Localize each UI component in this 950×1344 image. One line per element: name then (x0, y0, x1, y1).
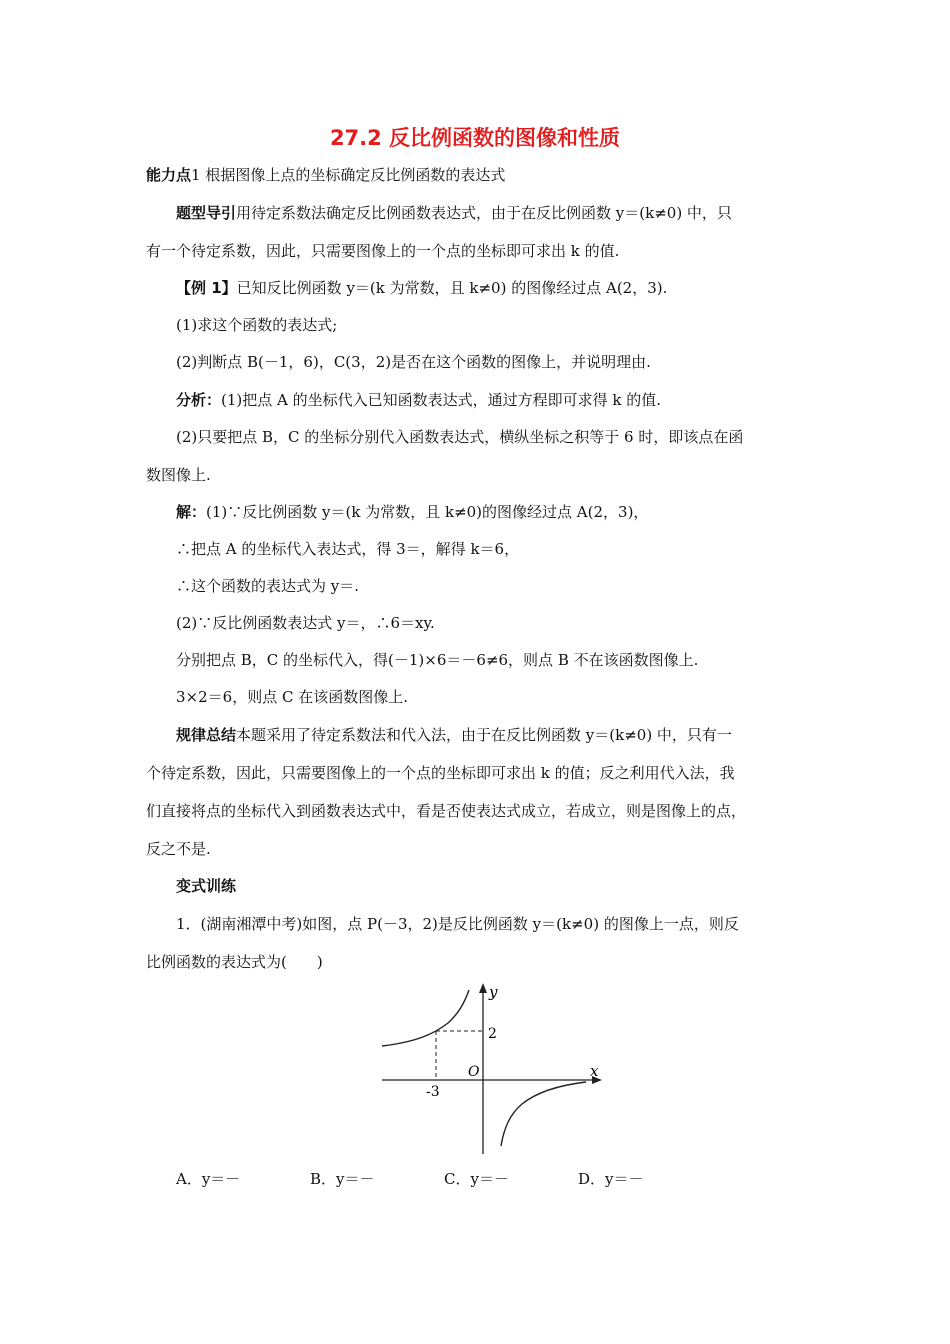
summary-line-1 (176, 725, 732, 745)
y-axis-arrow (479, 983, 487, 993)
solution-line-3: ∴这个函数的表达式为 y＝. (176, 577, 360, 595)
x-axis-label: x (590, 1062, 599, 1080)
guide-label: 题型导引 (176, 204, 237, 222)
solution-line-2: ∴把点 A 的坐标代入表达式，得 3＝，解得 k＝6， (176, 540, 520, 558)
analysis-line-2: (2)只要把点 B，C 的坐标分别代入函数表达式，横纵坐标之积等于 6 时，即该点在函 (176, 428, 744, 446)
analysis-line-1 (176, 390, 661, 410)
example-text: 已知反比例函数 y＝(k 为常数，且 k≠0) 的图像经过点 A(2，3). (236, 279, 668, 297)
y-axis-label: y (489, 983, 498, 1001)
page-title: 27.2 反比例函数的图像和性质 (329, 126, 621, 150)
y-tick-label: 2 (488, 1026, 497, 1042)
option-a: A．y＝－ (176, 1170, 241, 1188)
practice-label: 变式训练 (176, 877, 237, 895)
guide-line-1 (176, 203, 732, 223)
analysis-label: 分析： (176, 391, 222, 409)
summary-text-1: 本题采用了待定系数法和代入法，由于在反比例函数 y＝(k≠0) 中，只有一 (236, 726, 732, 744)
practice-question-1-cont: 比例函数的表达式为( ) (146, 953, 323, 971)
curve-branch-left (382, 990, 469, 1046)
solution-line-6: 3×2＝6，则点 C 在该函数图像上. (176, 688, 408, 706)
option-c: C．y＝－ (444, 1170, 509, 1188)
option-b: B．y＝－ (310, 1170, 375, 1188)
example-line (176, 278, 667, 298)
solution-line-4: (2)∵反比例函数表达式 y＝，∴6＝xy. (176, 614, 435, 632)
ability-line (146, 165, 505, 185)
summary-line-2: 个待定系数，因此，只需要图像上的一个点的坐标即可求出 k 的值；反之利用代入法，我 (146, 764, 735, 782)
summary-label: 规律总结 (176, 726, 237, 744)
solution-line-5: 分别把点 B，C 的坐标代入，得(－1)×6＝－6≠6，则点 B 不在该函数图像上. (176, 651, 699, 669)
summary-line-4: 反之不是. (146, 840, 211, 858)
guide-line-2: 有一个待定系数，因此，只需要图像上的一个点的坐标即可求出 k 的值. (146, 242, 620, 260)
curve-branch-right (501, 1082, 586, 1146)
option-d: D．y＝－ (578, 1170, 644, 1188)
ability-text: 1 根据图像上点的坐标确定反比例函数的表达式 (191, 166, 506, 184)
example-question-2: (2)判断点 B(－1，6)，C(3，2)是否在这个函数的图像上，并说明理由. (176, 353, 651, 371)
example-question-1: (1)求这个函数的表达式; (176, 316, 338, 334)
ability-label: 能力点 (146, 166, 192, 184)
summary-line-3: 们直接将点的坐标代入到函数表达式中，看是否使表达式成立，若成立，则是图像上的点， (146, 802, 747, 820)
solution-line-1 (176, 502, 648, 522)
analysis-line-3: 数图像上. (146, 466, 211, 484)
analysis-text-1: (1)把点 A 的坐标代入已知函数表达式，通过方程即可求得 k 的值. (221, 391, 662, 409)
origin-label: O (468, 1064, 480, 1080)
solution-label: 解： (176, 503, 207, 521)
practice-question-1: 1．(湖南湘潭中考)如图，点 P(－3，2)是反比例函数 y＝(k≠0) 的图像上一点，则反 (176, 915, 739, 933)
x-tick-label: -3 (426, 1084, 440, 1100)
guide-text-1: 用待定系数法确定反比例函数表达式，由于在反比例函数 y＝(k≠0) 中，只 (236, 204, 732, 222)
hyperbola-figure (376, 978, 606, 1156)
example-label: 【例 1】 (176, 279, 237, 297)
solution-text-1: (1)∵反比例函数 y＝(k 为常数，且 k≠0)的图像经过点 A(2，3)， (206, 503, 649, 521)
